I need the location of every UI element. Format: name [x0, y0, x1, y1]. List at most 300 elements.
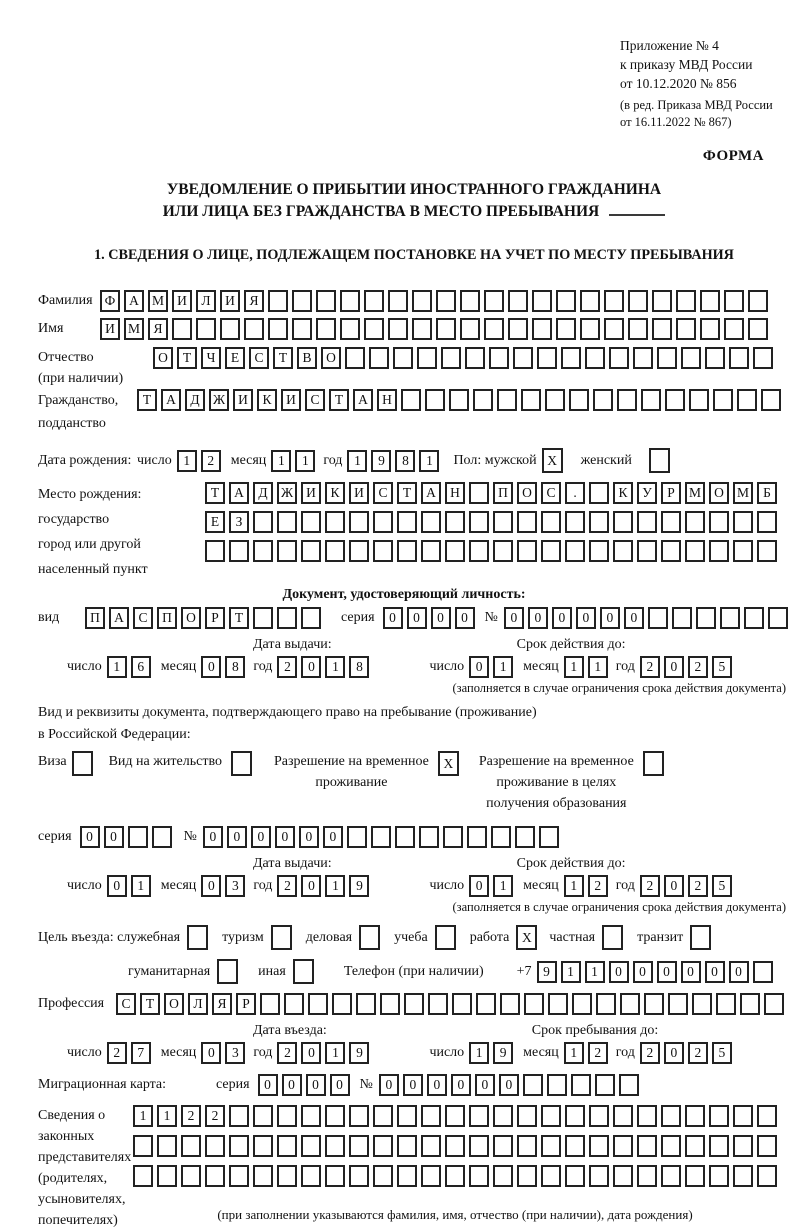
char-box — [301, 540, 321, 562]
char-box — [253, 1105, 273, 1127]
char-box: 1 — [325, 875, 345, 897]
char-box — [445, 511, 465, 533]
field-row-otchestvo — [38, 347, 800, 389]
birthplace-label: Место рождения: государство город или другой населенный пункт — [38, 487, 148, 577]
char-box — [517, 1135, 537, 1157]
char-box — [253, 607, 273, 629]
char-box: 0 — [427, 1074, 447, 1096]
representatives-label: Сведения о законных представителях (родителях, усыновителях, попечителях) — [38, 1108, 132, 1228]
char-box — [565, 540, 585, 562]
char-box — [72, 751, 93, 776]
char-box: М — [685, 482, 705, 504]
char-box — [421, 1135, 441, 1157]
checkbox-sluzhebnaya — [187, 925, 208, 950]
char-box — [133, 1165, 153, 1187]
char-box — [371, 826, 391, 848]
char-box — [229, 1135, 249, 1157]
char-box — [681, 347, 701, 369]
char-box — [637, 1165, 657, 1187]
char-box: 1 — [469, 1042, 489, 1064]
char-box — [229, 1165, 249, 1187]
char-box: Т — [273, 347, 293, 369]
char-box — [672, 607, 692, 629]
char-box — [436, 318, 456, 340]
char-box: X — [438, 751, 459, 776]
issue-date-header: Дата выдачи: — [253, 856, 332, 871]
doc-dates-row: число 1 6 месяц 0 8 год 2 0 1 8 число 0 1 месяц 1 1 год 2 0 2 5 — [38, 656, 800, 678]
doc-issue-day-cells — [107, 656, 151, 678]
stay-until-header: Срок пребывания до: — [531, 1023, 659, 1038]
char-box — [349, 540, 369, 562]
checkbox-sex-male — [542, 448, 563, 473]
char-box: Я — [148, 318, 168, 340]
char-box — [613, 1165, 633, 1187]
permit-series-label: серия — [38, 829, 72, 844]
char-box — [253, 1135, 273, 1157]
checkbox-inaya — [293, 959, 314, 984]
char-box: 2 — [688, 875, 708, 897]
field-row-migration-card — [38, 1074, 800, 1096]
char-box — [388, 318, 408, 340]
char-box: О — [181, 607, 201, 629]
char-box — [685, 1135, 705, 1157]
char-box — [753, 347, 773, 369]
char-box — [395, 826, 415, 848]
char-box — [473, 389, 493, 411]
char-box — [469, 1135, 489, 1157]
char-box — [441, 347, 461, 369]
char-box: 2 — [181, 1105, 201, 1127]
char-box — [452, 993, 472, 1015]
char-box — [325, 511, 345, 533]
char-box: Л — [188, 993, 208, 1015]
char-box — [748, 318, 768, 340]
checkbox-gumanitarnaya — [217, 959, 238, 984]
char-box: В — [297, 347, 317, 369]
char-box — [388, 290, 408, 312]
char-box — [277, 511, 297, 533]
char-box: 0 — [664, 875, 684, 897]
char-box: 0 — [705, 961, 725, 983]
char-box — [253, 540, 273, 562]
char-box: 0 — [609, 961, 629, 983]
char-box: И — [233, 389, 253, 411]
purpose-sluzhebnaya: Цель въезда: служебная — [38, 925, 208, 950]
char-box — [445, 1165, 465, 1187]
char-box: Ч — [201, 347, 221, 369]
char-box — [277, 607, 297, 629]
char-box — [277, 1105, 297, 1127]
purpose-tranzit: транзит — [637, 925, 711, 950]
char-box — [157, 1135, 177, 1157]
char-box — [733, 1135, 753, 1157]
stay-month-cells — [564, 1042, 608, 1064]
char-box — [316, 290, 336, 312]
sex-male-label: Пол: мужской — [453, 452, 537, 468]
doc-valid-month-cells — [564, 656, 608, 678]
char-box — [260, 993, 280, 1015]
char-box: 0 — [80, 826, 100, 848]
char-box: И — [220, 290, 240, 312]
permit-type-row — [38, 751, 800, 814]
char-box — [571, 1074, 591, 1096]
identity-doc-heading: Документ, удостоверяющий личность: — [282, 587, 526, 602]
char-box: 2 — [640, 1042, 660, 1064]
char-box — [497, 389, 517, 411]
char-box — [637, 1105, 657, 1127]
char-box: 7 — [131, 1042, 151, 1064]
char-box — [541, 540, 561, 562]
char-box: 5 — [712, 656, 732, 678]
char-box — [589, 1135, 609, 1157]
annex-line: к приказу МВД России — [620, 57, 753, 72]
char-box: 1 — [271, 450, 291, 472]
char-box — [484, 318, 504, 340]
char-box — [513, 347, 533, 369]
char-box — [493, 1105, 513, 1127]
char-box — [277, 1135, 297, 1157]
char-box — [435, 925, 456, 950]
sex-female-label: женский — [580, 452, 632, 468]
char-box — [619, 1074, 639, 1096]
char-box — [768, 607, 788, 629]
char-box: 2 — [688, 1042, 708, 1064]
char-box — [187, 925, 208, 950]
char-box: 5 — [712, 1042, 732, 1064]
char-box — [373, 511, 393, 533]
char-box — [661, 1135, 681, 1157]
char-box — [709, 540, 729, 562]
doc-valid-year-cells — [640, 656, 732, 678]
char-box — [545, 389, 565, 411]
char-box — [524, 993, 544, 1015]
char-box — [748, 290, 768, 312]
char-box — [556, 318, 576, 340]
char-box — [737, 389, 757, 411]
entry-date-header: Дата въезда: — [253, 1023, 327, 1038]
day-word: число — [137, 452, 172, 468]
char-box — [517, 540, 537, 562]
char-box — [500, 993, 520, 1015]
char-box — [340, 290, 360, 312]
stay-year-cells — [640, 1042, 732, 1064]
doc-number-cells — [504, 607, 788, 629]
phone-prefix: +7 — [516, 963, 532, 979]
char-box: 2 — [205, 1105, 225, 1127]
familiya-cells — [100, 290, 768, 312]
char-box: 9 — [371, 450, 391, 472]
char-box — [325, 1105, 345, 1127]
char-box — [716, 993, 736, 1015]
char-box: X — [516, 925, 537, 950]
char-box: Т — [137, 389, 157, 411]
purpose-delovaya: деловая — [306, 925, 380, 950]
char-box — [744, 607, 764, 629]
char-box — [349, 511, 369, 533]
char-box: С — [249, 347, 269, 369]
char-box: 6 — [131, 656, 151, 678]
char-box — [205, 1165, 225, 1187]
mig-series-cells — [258, 1074, 350, 1096]
char-box: А — [353, 389, 373, 411]
char-box: 0 — [403, 1074, 423, 1096]
char-box — [157, 1165, 177, 1187]
char-box: З — [229, 511, 249, 533]
char-box — [332, 993, 352, 1015]
permit-validity-note: (заполняется в случае ограничения срока действия документа) — [452, 900, 786, 914]
char-box — [181, 1165, 201, 1187]
char-box — [397, 1135, 417, 1157]
char-box: С — [133, 607, 153, 629]
char-box — [617, 389, 637, 411]
char-box: 1 — [177, 450, 197, 472]
char-box: 0 — [469, 656, 489, 678]
permit-valid-month-cells — [564, 875, 608, 897]
char-box — [380, 993, 400, 1015]
checkbox-chastnaya — [602, 925, 623, 950]
char-box: О — [153, 347, 173, 369]
char-box — [428, 993, 448, 1015]
char-box — [515, 826, 535, 848]
char-box — [493, 1165, 513, 1187]
char-box — [657, 347, 677, 369]
char-box: 0 — [475, 1074, 495, 1096]
permit-doc-line1: Вид и реквизиты документа, подтверждающего право на пребывание (проживание) — [38, 705, 537, 720]
char-box — [585, 347, 605, 369]
form-title — [38, 179, 800, 223]
char-box — [593, 389, 613, 411]
char-box — [284, 993, 304, 1015]
char-box: Е — [225, 347, 245, 369]
char-box: А — [161, 389, 181, 411]
imya-label: Имя — [38, 321, 64, 336]
char-box — [580, 290, 600, 312]
char-box: 0 — [431, 607, 451, 629]
char-box — [757, 1135, 777, 1157]
char-box — [539, 826, 559, 848]
char-box: С — [373, 482, 393, 504]
char-box — [757, 540, 777, 562]
birth-year-cells — [347, 450, 439, 472]
char-box: 1 — [325, 656, 345, 678]
char-box — [685, 540, 705, 562]
char-box: Ф — [100, 290, 120, 312]
char-box: 0 — [664, 656, 684, 678]
char-box: 1 — [107, 656, 127, 678]
char-box — [253, 511, 273, 533]
birthplace-row1-cells — [205, 482, 777, 504]
char-box: 2 — [688, 656, 708, 678]
char-box — [541, 1105, 561, 1127]
char-box — [373, 1105, 393, 1127]
char-box — [676, 290, 696, 312]
char-box — [565, 1165, 585, 1187]
char-box — [316, 318, 336, 340]
char-box — [419, 826, 439, 848]
char-box: Л — [196, 290, 216, 312]
char-box — [733, 540, 753, 562]
char-box — [493, 1135, 513, 1157]
char-box: Т — [397, 482, 417, 504]
valid-until-header: Срок действия до: — [516, 637, 626, 652]
char-box — [700, 290, 720, 312]
char-box: П — [157, 607, 177, 629]
char-box — [733, 1105, 753, 1127]
char-box: 2 — [107, 1042, 127, 1064]
char-box — [676, 318, 696, 340]
char-box: 0 — [657, 961, 677, 983]
char-box — [425, 389, 445, 411]
char-box: А — [109, 607, 129, 629]
char-box — [421, 1165, 441, 1187]
field-row-doc — [38, 607, 800, 629]
char-box — [661, 511, 681, 533]
char-box — [220, 318, 240, 340]
char-box — [537, 347, 557, 369]
char-box: 0 — [275, 826, 295, 848]
representatives-row3-cells — [133, 1165, 777, 1187]
char-box — [709, 1135, 729, 1157]
char-box: 2 — [277, 656, 297, 678]
char-box: 0 — [227, 826, 247, 848]
char-box — [589, 511, 609, 533]
char-box: К — [613, 482, 633, 504]
char-box — [421, 540, 441, 562]
annex-reference — [620, 36, 800, 93]
char-box — [172, 318, 192, 340]
char-box — [508, 318, 528, 340]
char-box: 5 — [712, 875, 732, 897]
purpose-chastnaya: частная — [549, 925, 623, 950]
char-box: 0 — [201, 875, 221, 897]
char-box — [561, 347, 581, 369]
char-box — [349, 1105, 369, 1127]
char-box: 2 — [201, 450, 221, 472]
char-box — [709, 511, 729, 533]
char-box — [445, 1135, 465, 1157]
permit-doc-line2: в Российской Федерации: — [38, 727, 191, 742]
char-box — [548, 993, 568, 1015]
char-box — [596, 993, 616, 1015]
char-box — [547, 1074, 567, 1096]
option-viza — [38, 751, 93, 776]
char-box: 0 — [528, 607, 548, 629]
char-box — [637, 1135, 657, 1157]
char-box: С — [541, 482, 561, 504]
char-box — [685, 1105, 705, 1127]
char-box — [604, 318, 624, 340]
char-box — [661, 1165, 681, 1187]
option-vid-na-zhitelstvo — [109, 751, 252, 776]
char-box: 1 — [585, 961, 605, 983]
field-row-representatives — [38, 1105, 800, 1231]
char-box — [364, 290, 384, 312]
option-rvp-edu — [479, 751, 664, 814]
char-box: К — [257, 389, 277, 411]
char-box — [589, 1105, 609, 1127]
char-box — [648, 607, 668, 629]
char-box — [347, 826, 367, 848]
char-box: 9 — [537, 961, 557, 983]
annex-line: Приложение № 4 — [620, 38, 719, 53]
doc-number-label: № — [484, 610, 498, 625]
field-row-familiya — [38, 290, 800, 312]
char-box — [205, 540, 225, 562]
permit-valid-day-cells — [469, 875, 513, 897]
form-title-line2: ИЛИ ЛИЦА БЕЗ ГРАЖДАНСТВА В МЕСТО ПРЕБЫВАНИЯ — [38, 201, 790, 223]
purpose-gumanitarnaya: гуманитарная — [128, 959, 238, 984]
otchestvo-label: Отчество (при наличии) — [38, 350, 124, 386]
char-box — [541, 1135, 561, 1157]
char-box — [565, 511, 585, 533]
char-box — [532, 318, 552, 340]
char-box — [685, 1165, 705, 1187]
entry-year-cells — [277, 1042, 369, 1064]
char-box — [359, 925, 380, 950]
char-box: 0 — [600, 607, 620, 629]
char-box — [293, 959, 314, 984]
char-box: 0 — [664, 1042, 684, 1064]
char-box: 0 — [258, 1074, 278, 1096]
char-box — [421, 511, 441, 533]
char-box — [649, 448, 670, 473]
char-box — [436, 290, 456, 312]
char-box — [268, 290, 288, 312]
checkbox-vid-na-zhitelstvo — [231, 751, 252, 776]
char-box: 1 — [564, 656, 584, 678]
rvp-label: Разрешение на временное проживание — [273, 754, 429, 790]
char-box: 0 — [299, 826, 319, 848]
char-box — [652, 290, 672, 312]
char-box: 1 — [564, 1042, 584, 1064]
doc-validity-note: (заполняется в случае ограничения срока действия документа) — [452, 681, 786, 695]
char-box — [709, 1165, 729, 1187]
professiya-cells — [116, 993, 784, 1015]
imya-cells — [100, 318, 768, 340]
char-box: 0 — [681, 961, 701, 983]
char-box: 3 — [225, 875, 245, 897]
field-row-imya — [38, 318, 800, 340]
char-box: Я — [212, 993, 232, 1015]
representatives-cell-rows — [133, 1105, 777, 1223]
char-box: 0 — [576, 607, 596, 629]
char-box: 0 — [383, 607, 403, 629]
char-box: 0 — [729, 961, 749, 983]
char-box — [740, 993, 760, 1015]
char-box — [205, 1135, 225, 1157]
doc-issue-year-cells — [277, 656, 369, 678]
char-box — [345, 347, 365, 369]
checkbox-ucheba — [435, 925, 456, 950]
purpose-inaya: иная — [258, 959, 314, 984]
char-box: 0 — [104, 826, 124, 848]
mig-number-label: № — [359, 1077, 373, 1092]
char-box — [705, 347, 725, 369]
char-box: М — [124, 318, 144, 340]
valid-until-header: Срок действия до: — [516, 856, 626, 871]
char-box: Р — [661, 482, 681, 504]
char-box: 2 — [640, 875, 660, 897]
char-box — [231, 751, 252, 776]
rvp-edu-label: Разрешение на временное проживание в целях получения образования — [478, 754, 634, 811]
char-box: . — [565, 482, 585, 504]
char-box — [565, 1135, 585, 1157]
char-box — [569, 389, 589, 411]
section1-heading: 1. СВЕДЕНИЯ О ЛИЦЕ, ПОДЛЕЖАЩЕМ ПОСТАНОВКЕ НА УЧЕТ ПО МЕСТУ ПРЕБЫВАНИЯ — [94, 247, 734, 263]
char-box — [196, 318, 216, 340]
char-box — [301, 1165, 321, 1187]
char-box — [733, 1165, 753, 1187]
